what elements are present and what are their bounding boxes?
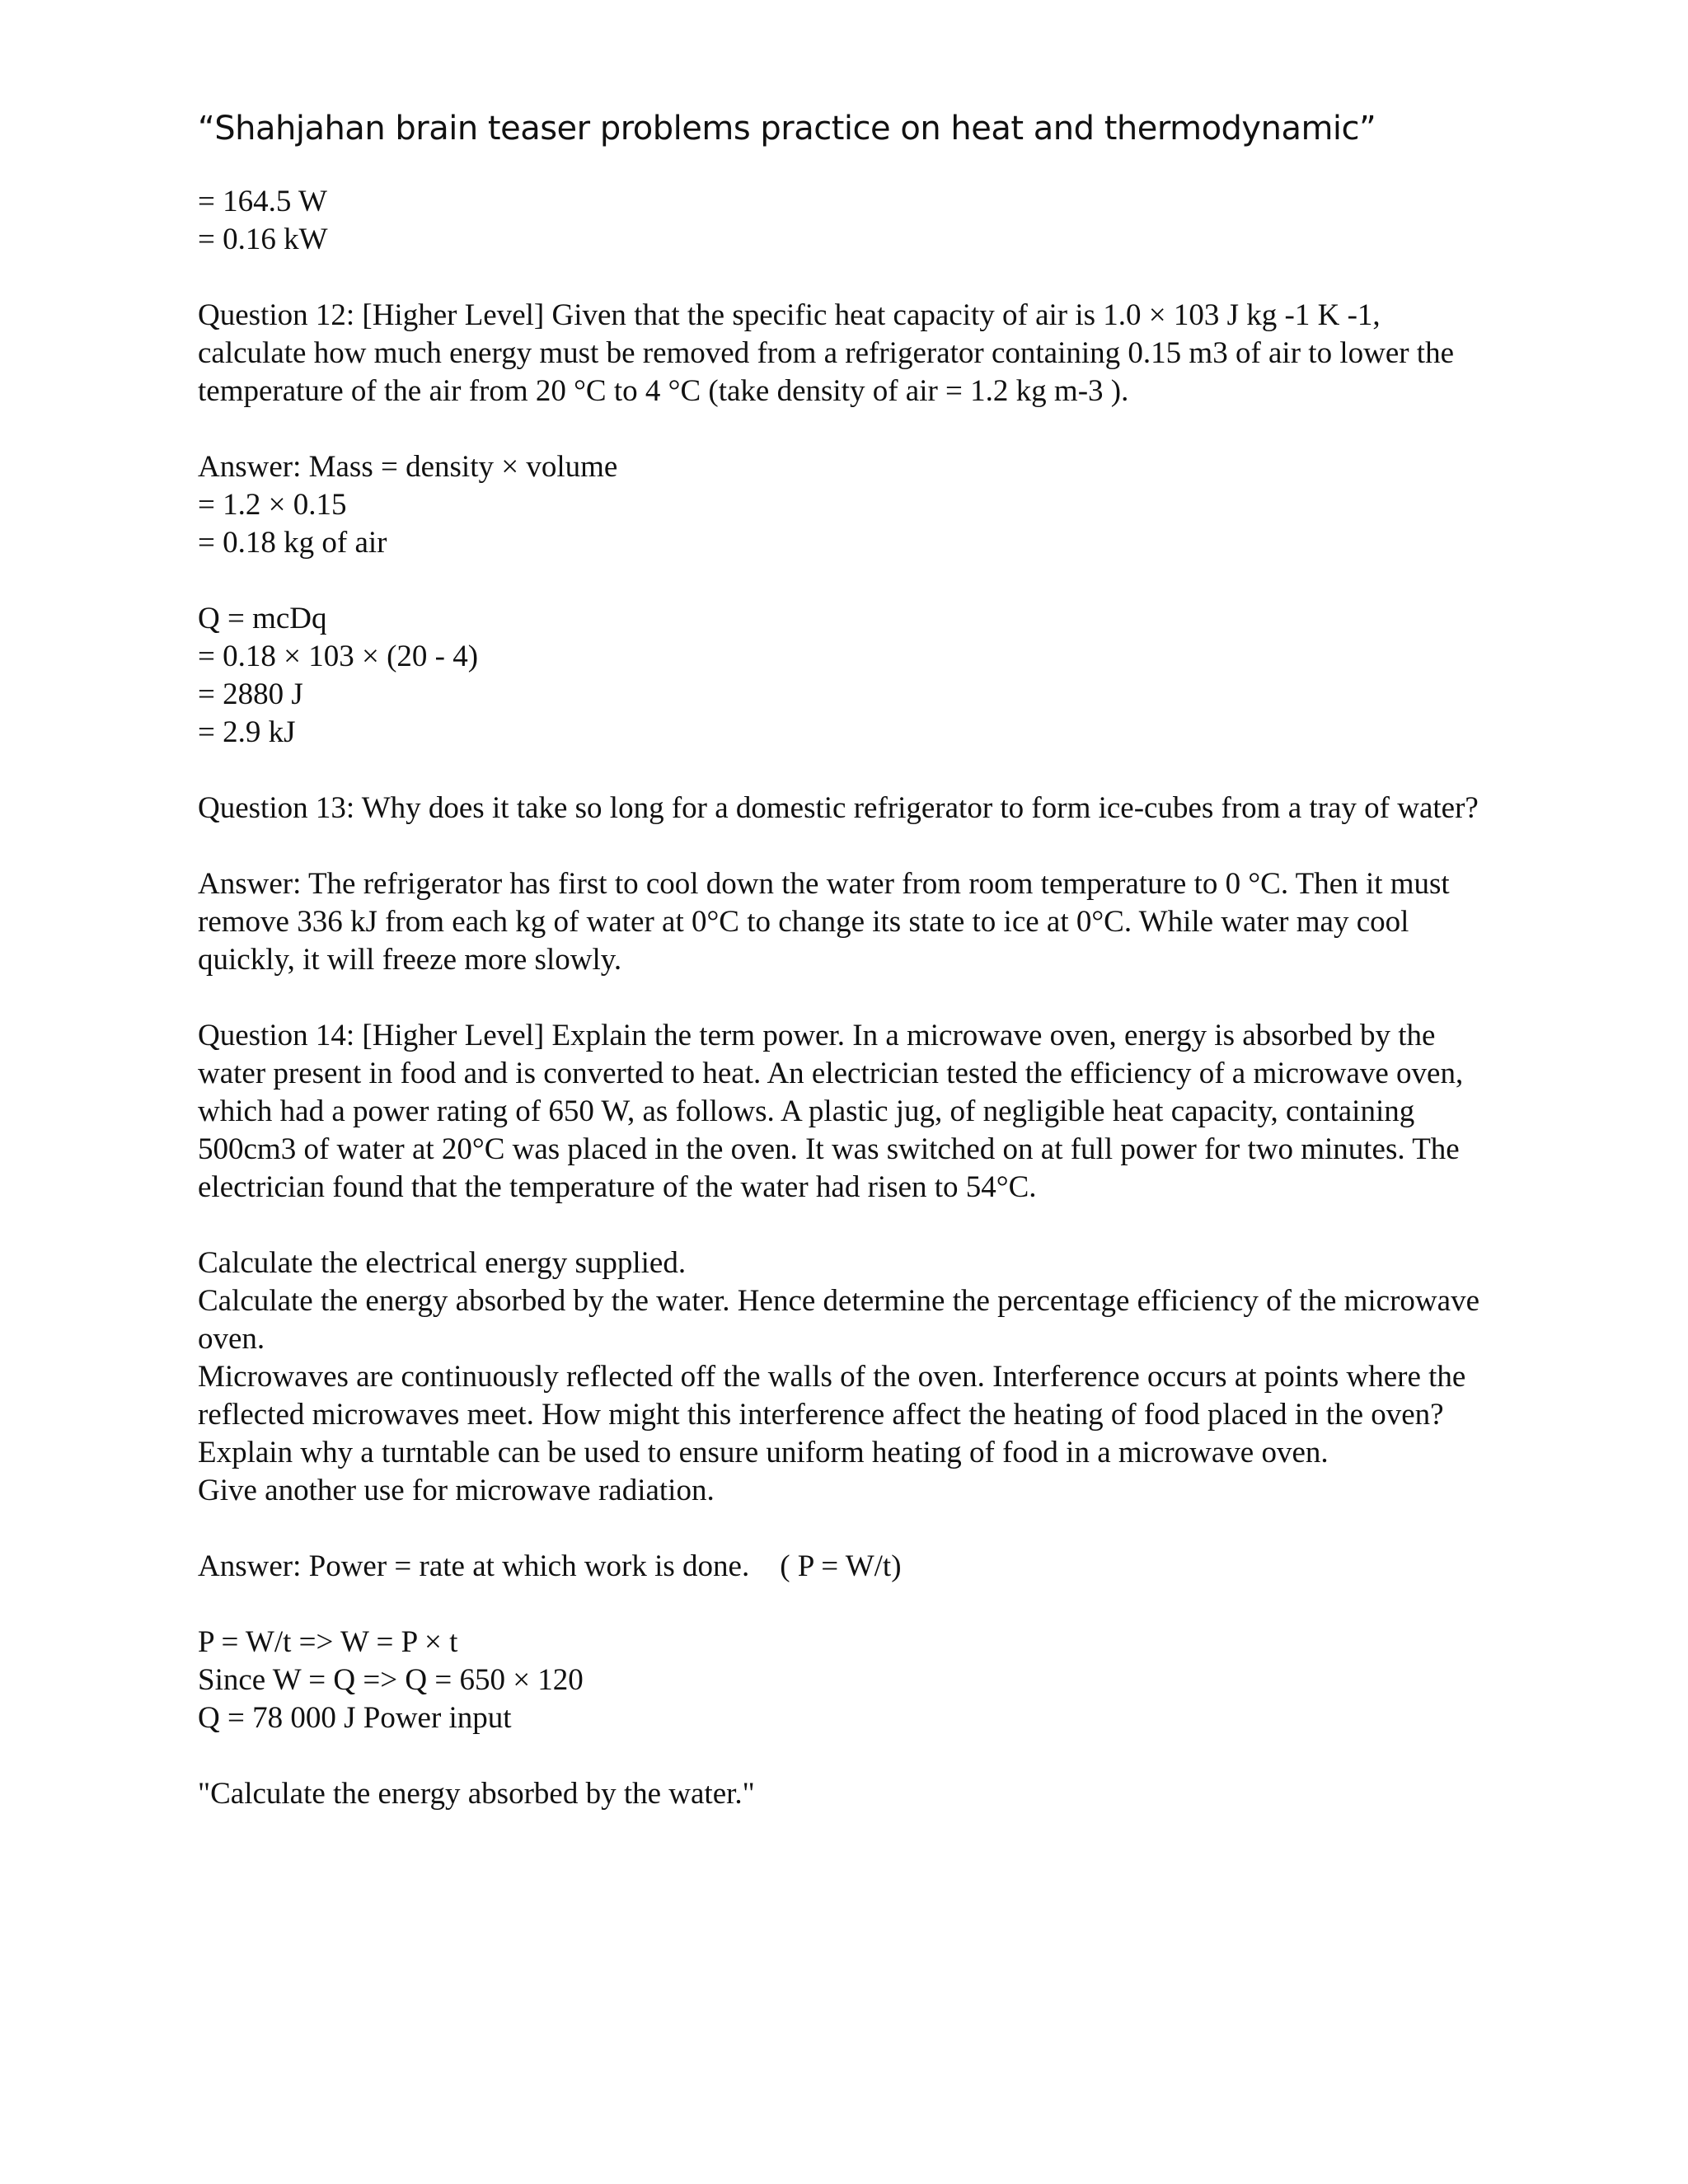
answer-13 [198,865,1484,979]
question-part: Give another use for microwave radiation. [198,1474,715,1507]
answer-line: "Calculate the energy absorbed by the water." [198,1777,755,1811]
carry-over-result [198,183,1484,259]
answer-line: Answer: Mass = density × volume [198,450,618,484]
answer-14-next-step [198,1775,1484,1813]
question-part: Calculate the electrical energy supplied. [198,1246,687,1280]
answer-line: = 0.18 kg of air [198,526,387,560]
answer-line: Since W = Q => Q = 650 × 120 [198,1663,584,1697]
answer-14-definition [198,1548,1484,1586]
result-line: = 164.5 W [198,185,327,218]
answer-line: Q = mcDq [198,602,327,635]
question-12 [198,297,1484,410]
answer-line: = 0.18 × 103 × (20 - 4) [198,640,479,673]
document-page [198,107,1484,1813]
answer-12-mass [198,448,1484,562]
question-part: Explain why a turntable can be used to ensure uniform heating of food in a microwave oven. [198,1436,1329,1469]
question-14-text: Question 14: [Higher Level] Explain the term power. In a microwave oven, energy is absorbed by the water present in food and is converted to heat. An electrician tested the efficiency of a microwave oven, which had a power rating of 650 W, as follows. A plastic jug, of negligible heat capacity, containing 500cm3 of water at 20°C was placed in the oven. It was switched on at full power for two minutes. The electrician found that the temperature of the water had risen to 54°C. [198,1019,1464,1204]
question-13 [198,790,1484,827]
question-part: Calculate the energy absorbed by the water. Hence determine the percentage efficiency of the microwave oven. [198,1284,1479,1356]
question-14 [198,1017,1484,1207]
answer-13-text: Answer: The refrigerator has first to cool down the water from room temperature to 0 °C. Then it must remove 336 kJ from each kg of water at 0°C to change its state to ice at 0°C. While water may cool quickly, it will freeze more slowly. [198,867,1450,977]
answer-line: Q = 78 000 J Power input [198,1701,512,1735]
answer-line: P = W/t => W = P × t [198,1625,458,1659]
answer-14-calculation [198,1624,1484,1737]
answer-line: = 2.9 kJ [198,715,296,749]
answer-line: Answer: Power = rate at which work is done. ( P = W/t) [198,1549,902,1583]
question-part: Microwaves are continuously reflected off the walls of the oven. Interference occurs at points where the reflected microwaves meet. How might this interference affect the heating of food placed in the oven? [198,1360,1466,1432]
answer-line: = 1.2 × 0.15 [198,488,347,522]
document-title: “Shahjahan brain teaser problems practice on heat and thermodynamic” [198,110,1376,148]
question-14-parts [198,1244,1484,1510]
question-13-text: Question 13: Why does it take so long for a domestic refrigerator to form ice-cubes from a tray of water? [198,791,1479,825]
answer-line: = 2880 J [198,677,303,711]
result-line: = 0.16 kW [198,223,328,256]
question-12-text: Question 12: [Higher Level] Given that the specific heat capacity of air is 1.0 × 103 J kg -1 K -1, calculate how much energy must be removed from a refrigerator containing 0.15 m3 of air to lower the temperature of the air from 20 °C to 4 °C (take density of air = 1.2 kg m-3 ). [198,298,1455,408]
answer-12-energy [198,600,1484,752]
